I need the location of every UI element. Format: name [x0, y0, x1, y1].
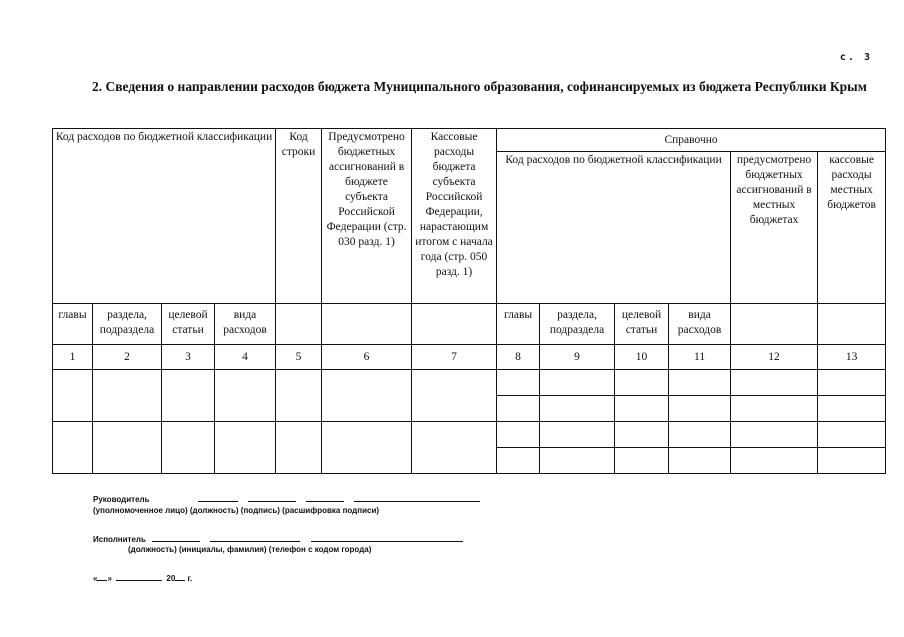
date-day-field[interactable]	[97, 572, 107, 581]
data-cell[interactable]	[162, 422, 215, 474]
head-signature-field[interactable]	[306, 493, 344, 502]
data-cell[interactable]	[731, 448, 818, 474]
column-number: 9	[540, 345, 615, 370]
executor-name-field[interactable]	[210, 533, 300, 542]
data-cell[interactable]	[669, 422, 731, 448]
header-cash-local: кассовые расходы местных бюджетов	[818, 152, 886, 304]
data-cell[interactable]	[669, 370, 731, 396]
subheader-target: целевой статьи	[162, 304, 215, 345]
data-cell[interactable]	[215, 422, 276, 474]
signature-head-caption: (уполномоченное лицо) (должность) (подпись) (расшифровка подписи)	[93, 506, 380, 515]
section-heading: 2. Сведения о направлении расходов бюджета Муниципального образования, софинансируемых из бюджета Республики Крым	[92, 79, 867, 94]
subheader-empty	[818, 304, 886, 345]
data-cell[interactable]	[669, 396, 731, 422]
subheader-empty	[412, 304, 497, 345]
data-cell[interactable]	[818, 370, 886, 396]
data-cell[interactable]	[497, 422, 540, 448]
signature-executor-line	[93, 533, 463, 544]
column-number: 11	[669, 345, 731, 370]
header-reference: Справочно	[497, 129, 886, 152]
data-cell[interactable]	[93, 370, 162, 422]
data-cell[interactable]	[497, 370, 540, 396]
column-number: 7	[412, 345, 497, 370]
subheader-empty	[322, 304, 412, 345]
data-cell[interactable]	[215, 370, 276, 422]
executor-label: Исполнитель	[93, 535, 146, 544]
subheader-empty	[731, 304, 818, 345]
data-cell[interactable]	[412, 422, 497, 474]
data-cell[interactable]	[818, 396, 886, 422]
data-cell[interactable]	[615, 370, 669, 396]
column-number: 12	[731, 345, 818, 370]
data-cell[interactable]	[322, 422, 412, 474]
subheader-section: раздела, подраздела	[93, 304, 162, 345]
date-line	[93, 572, 192, 583]
date-year-prefix: 20	[166, 574, 176, 583]
signature-executor-caption: (должность) (инициалы, фамилия) (телефон с кодом города)	[128, 545, 372, 554]
data-cell[interactable]	[53, 422, 93, 474]
column-number: 10	[615, 345, 669, 370]
subheader-section-ref: раздела, подраздела	[540, 304, 615, 345]
data-cell[interactable]	[53, 370, 93, 422]
data-cell[interactable]	[818, 422, 886, 448]
data-cell[interactable]	[615, 422, 669, 448]
data-cell[interactable]	[497, 448, 540, 474]
column-number: 6	[322, 345, 412, 370]
subheader-target-ref: целевой статьи	[615, 304, 669, 345]
data-cell[interactable]	[818, 448, 886, 474]
data-cell[interactable]	[497, 396, 540, 422]
column-number: 8	[497, 345, 540, 370]
data-cell[interactable]	[540, 396, 615, 422]
data-cell[interactable]	[162, 370, 215, 422]
column-number: 13	[818, 345, 886, 370]
date-year-suffix: г.	[187, 574, 193, 583]
data-cell[interactable]	[669, 448, 731, 474]
date-month-field[interactable]	[116, 572, 162, 581]
subheader-chapter: главы	[53, 304, 93, 345]
data-cell[interactable]	[276, 370, 322, 422]
data-cell[interactable]	[615, 448, 669, 474]
data-cell[interactable]	[731, 422, 818, 448]
date-close-quote: »	[107, 574, 112, 583]
column-number: 1	[53, 345, 93, 370]
subheader-type: вида расходов	[215, 304, 276, 345]
subheader-empty	[276, 304, 322, 345]
data-cell[interactable]	[615, 396, 669, 422]
data-cell[interactable]	[540, 422, 615, 448]
executor-phone-field[interactable]	[311, 533, 463, 542]
data-cell[interactable]	[412, 370, 497, 422]
executor-position-field[interactable]	[152, 533, 200, 542]
column-number: 4	[215, 345, 276, 370]
head-authority-field[interactable]	[198, 493, 238, 502]
head-decoding-field[interactable]	[354, 493, 480, 502]
header-code-classification: Код расходов по бюджетной классификации	[53, 129, 276, 304]
data-cell[interactable]	[93, 422, 162, 474]
data-cell[interactable]	[276, 422, 322, 474]
column-number: 3	[162, 345, 215, 370]
head-label: Руководитель	[93, 495, 150, 504]
subheader-type-ref: вида расходов	[669, 304, 731, 345]
expenses-table	[52, 128, 886, 474]
data-cell[interactable]	[322, 370, 412, 422]
column-number: 5	[276, 345, 322, 370]
header-line-code: Код строки	[276, 129, 322, 304]
data-cell[interactable]	[540, 448, 615, 474]
header-planned-local: предусмотрено бюджетных ассигнований в местных бюджетах	[731, 152, 818, 304]
head-position-field[interactable]	[248, 493, 296, 502]
date-year-field[interactable]	[175, 572, 185, 581]
header-cash-subject: Кассовые расходы бюджета субъекта Российской Федерации, нарастающим итогом с начала года (стр. 050 разд. 1)	[412, 129, 497, 304]
data-cell[interactable]	[540, 370, 615, 396]
data-cell[interactable]	[731, 396, 818, 422]
subheader-chapter-ref: главы	[497, 304, 540, 345]
header-planned-subject: Предусмотрено бюджетных ассигнований в бюджете субъекта Российской Федерации (стр. 030 разд. 1)	[322, 129, 412, 304]
header-code-classification-ref: Код расходов по бюджетной классификации	[497, 152, 731, 304]
data-cell[interactable]	[731, 370, 818, 396]
signature-head-line	[93, 493, 480, 504]
date-open-quote: «	[93, 574, 98, 583]
column-number: 2	[93, 345, 162, 370]
page-number: с. 3	[839, 52, 872, 63]
